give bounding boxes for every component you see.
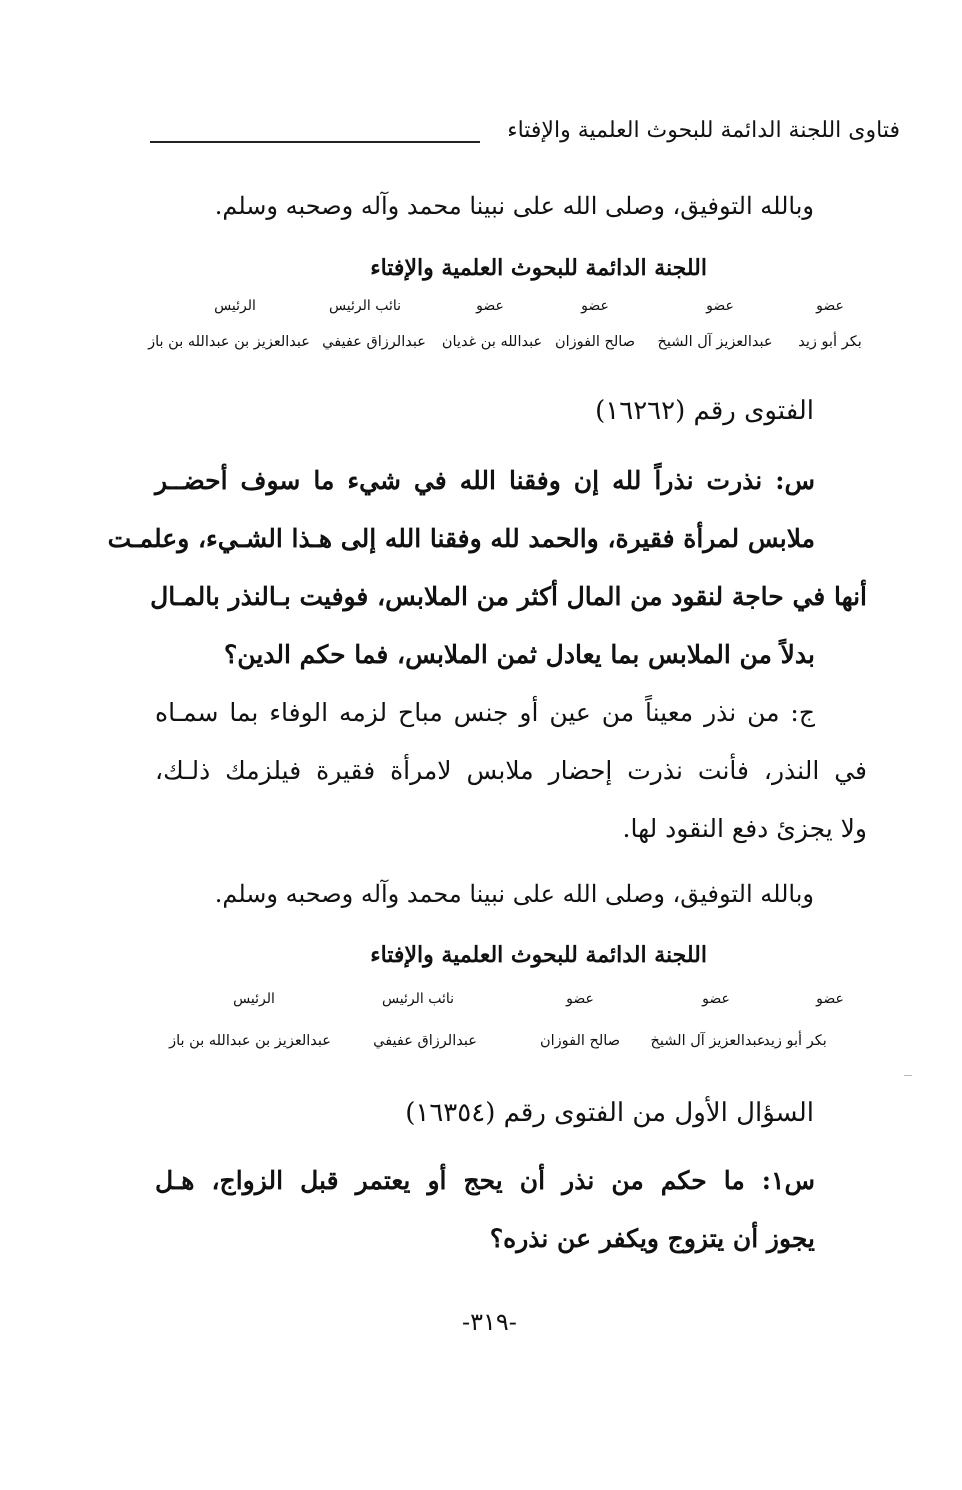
question-line: أنها في حاجة لنقود من المال أكثر من الملابس، فوفيت بـالنذر بالمـال bbox=[150, 582, 867, 611]
member-name: عبدالعزيز آل الشيخ bbox=[657, 334, 773, 350]
role-label: عضو bbox=[706, 298, 734, 314]
header-rule bbox=[150, 141, 480, 143]
role-label: عضو bbox=[702, 991, 730, 1007]
answer-line: ولا يجزئ دفع النقود لها. bbox=[622, 814, 867, 843]
page-number: -٣١٩- bbox=[462, 1308, 517, 1336]
member-name: عبدالعزيز بن عبدالله بن باز bbox=[148, 334, 310, 350]
role-label: عضو bbox=[476, 298, 504, 314]
committee-names-1 bbox=[140, 334, 870, 358]
fatwa-1-answer bbox=[155, 684, 867, 858]
closing-formula-1: وبالله التوفيق، وصلى الله على نبينا محمد وآله وصحبه وسلم. bbox=[214, 192, 814, 220]
committee-names-2 bbox=[140, 1033, 870, 1057]
member-name: عبدالعزيز آل الشيخ bbox=[650, 1033, 766, 1049]
role-label: الرئيس bbox=[214, 298, 256, 314]
fatwa-number-title-1: الفتوى رقم (١٦٢٦٢) bbox=[595, 396, 814, 426]
running-header-title: فتاوى اللجنة الدائمة للبحوث العلمية والإفتاء bbox=[507, 118, 900, 143]
answer-line: ج: من نذر معيناً من عين أو جنس مباح لزمه الوفاء بما سمـاه bbox=[155, 698, 815, 727]
role-label: نائب الرئيس bbox=[328, 298, 402, 314]
role-label: نائب الرئيس bbox=[381, 991, 455, 1007]
margin-mark bbox=[904, 1075, 912, 1076]
answer-line: في النذر، فأنت نذرت إحضار ملابس لامرأة فقيرة فيلزمك ذلـك، bbox=[155, 756, 867, 785]
role-label: عضو bbox=[566, 991, 594, 1007]
member-name: عبدالرزاق عفيفي bbox=[322, 334, 426, 350]
member-name: عبدالعزيز بن عبدالله بن باز bbox=[169, 1033, 331, 1049]
member-name: عبدالرزاق عفيفي bbox=[373, 1033, 477, 1049]
role-label: عضو bbox=[816, 991, 844, 1007]
closing-formula-2: وبالله التوفيق، وصلى الله على نبينا محمد وآله وصحبه وسلم. bbox=[214, 880, 814, 908]
question-line: س: نذرت نذراً لله إن وفقنا الله في شيء ما سوف أحضــر bbox=[155, 466, 815, 495]
role-label: الرئيس bbox=[233, 991, 275, 1007]
member-name: صالح الفوزان bbox=[554, 334, 636, 350]
question-line: يجوز أن يتزوج ويكفر عن نذره؟ bbox=[489, 1224, 815, 1253]
question-line: ملابس لمرأة فقيرة، والحمد لله وفقنا الله إلى هـذا الشـيء، وعلمـت bbox=[107, 524, 815, 553]
fatwa-number-title-2: السؤال الأول من الفتوى رقم (١٦٣٥٤) bbox=[405, 1098, 814, 1128]
member-name: عبدالله بن غديان bbox=[441, 334, 543, 350]
fatwa-2-question bbox=[155, 1152, 867, 1268]
role-label: عضو bbox=[581, 298, 609, 314]
member-name: صالح الفوزان bbox=[539, 1033, 621, 1049]
committee-roles-2 bbox=[140, 991, 870, 1015]
committee-roles-1 bbox=[140, 298, 870, 322]
committee-title-2: اللجنة الدائمة للبحوث العلمية والإفتاء bbox=[370, 942, 707, 968]
role-label: عضو bbox=[816, 298, 844, 314]
question-line: س١: ما حكم من نذر أن يحج أو يعتمر قبل الزواج، هـل bbox=[155, 1166, 815, 1195]
fatwa-1-question bbox=[107, 452, 867, 684]
question-line: بدلاً من الملابس بما يعادل ثمن الملابس، فما حكم الدين؟ bbox=[224, 640, 815, 669]
member-name: بكر أبو زيد bbox=[763, 1033, 827, 1049]
member-name: بكر أبو زيد bbox=[798, 334, 862, 350]
committee-title-1: اللجنة الدائمة للبحوث العلمية والإفتاء bbox=[370, 255, 707, 281]
